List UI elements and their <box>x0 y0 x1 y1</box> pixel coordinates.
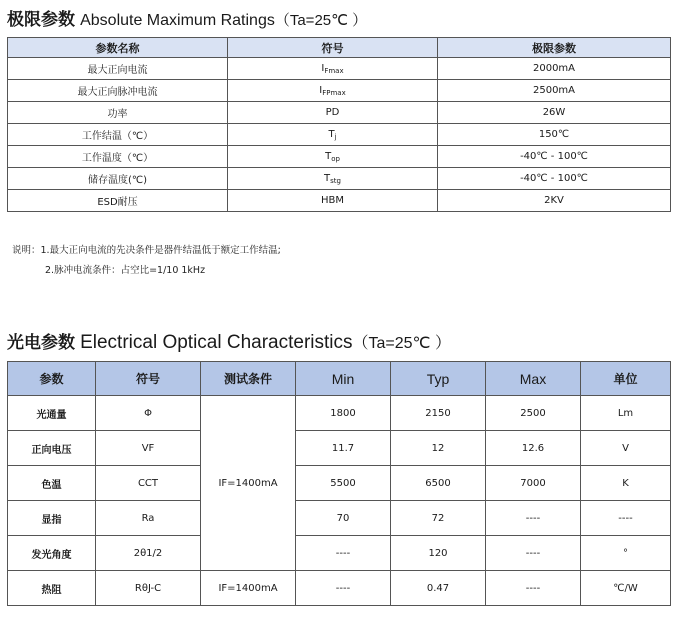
param-value: -40℃ - 100℃ <box>438 146 671 168</box>
param-name: 储存温度(℃) <box>8 168 228 190</box>
section1-title-en: Absolute Maximum Ratings <box>80 12 275 29</box>
unit: ℃/W <box>581 571 671 606</box>
section1-condition: （Ta=25℃ ） <box>274 12 368 29</box>
symbol-sub: Fmax <box>324 67 344 75</box>
symbol-main: T <box>324 173 331 184</box>
max-value: ---- <box>486 501 581 536</box>
header-param: 参数 <box>8 362 96 396</box>
table-row <box>8 58 671 80</box>
param-symbol: RθJ-C <box>96 571 201 606</box>
max-value: ---- <box>486 571 581 606</box>
typ-value: 72 <box>391 501 486 536</box>
param-name: 光通量 <box>8 396 96 431</box>
section2-title <box>7 328 451 354</box>
table-row <box>8 466 671 501</box>
note-2: 2.脉冲电流条件：占空比=1/10 1kHz <box>45 265 206 276</box>
symbol-sub: stg <box>330 177 341 185</box>
table-row <box>8 146 671 168</box>
unit: ° <box>581 536 671 571</box>
param-name: 工作结温（℃） <box>8 124 228 146</box>
param-value: -40℃ - 100℃ <box>438 168 671 190</box>
typ-value: 6500 <box>391 466 486 501</box>
symbol-main: T <box>325 151 332 162</box>
typ-value: 2150 <box>391 396 486 431</box>
unit: ---- <box>581 501 671 536</box>
param-symbol: CCT <box>96 466 201 501</box>
header-param-name: 参数名称 <box>8 38 228 58</box>
param-name: 工作温度（℃） <box>8 146 228 168</box>
section2-condition: （Ta=25℃ ） <box>352 335 451 352</box>
typ-value: 12 <box>391 431 486 466</box>
param-symbol <box>228 124 438 146</box>
header-limit: 极限参数 <box>438 38 671 58</box>
header-symbol: 符号 <box>228 38 438 58</box>
electrical-optical-table <box>7 361 671 606</box>
param-symbol <box>228 102 438 124</box>
table-row <box>8 536 671 571</box>
table-row <box>8 501 671 536</box>
min-value: ---- <box>296 536 391 571</box>
param-symbol <box>228 58 438 80</box>
param-value: 26W <box>438 102 671 124</box>
param-symbol <box>228 190 438 212</box>
max-value: 7000 <box>486 466 581 501</box>
param-symbol: Ra <box>96 501 201 536</box>
header-symbol: 符号 <box>96 362 201 396</box>
param-name: ESD耐压 <box>8 190 228 212</box>
typ-value: 0.47 <box>391 571 486 606</box>
header-test-condition: 测试条件 <box>201 362 296 396</box>
test-condition: IF=1400mA <box>201 396 296 571</box>
table-row <box>8 396 671 431</box>
test-condition: IF=1400mA <box>201 571 296 606</box>
param-value: 2000mA <box>438 58 671 80</box>
symbol-sub: FPmax <box>322 89 346 97</box>
table-row <box>8 571 671 606</box>
symbol-main: I <box>319 85 323 96</box>
table-row <box>8 190 671 212</box>
param-name: 发光角度 <box>8 536 96 571</box>
table-row <box>8 168 671 190</box>
param-name: 色温 <box>8 466 96 501</box>
table-header-row <box>8 38 671 58</box>
param-symbol <box>228 168 438 190</box>
symbol-main: T <box>328 129 335 140</box>
param-value: 150℃ <box>438 124 671 146</box>
symbol-sub: op <box>331 155 340 163</box>
section2-title-cn: 光电参数 <box>7 333 75 353</box>
param-value: 2500mA <box>438 80 671 102</box>
param-value: 2KV <box>438 190 671 212</box>
header-typ: Typ <box>391 362 486 396</box>
section1-title <box>7 5 367 30</box>
param-symbol: VF <box>96 431 201 466</box>
min-value: 5500 <box>296 466 391 501</box>
table-header-row <box>8 362 671 396</box>
param-name: 热阻 <box>8 571 96 606</box>
absolute-maximum-ratings-table <box>7 37 671 212</box>
section2-title-en: Electrical Optical Characteristics <box>80 332 353 353</box>
unit: K <box>581 466 671 501</box>
param-name: 功率 <box>8 102 228 124</box>
header-max: Max <box>486 362 581 396</box>
unit: V <box>581 431 671 466</box>
typ-value: 120 <box>391 536 486 571</box>
max-value: ---- <box>486 536 581 571</box>
header-min: Min <box>296 362 391 396</box>
min-value: 70 <box>296 501 391 536</box>
symbol-main: I <box>321 63 325 74</box>
min-value: ---- <box>296 571 391 606</box>
param-symbol: 2θ1/2 <box>96 536 201 571</box>
section1-title-cn: 极限参数 <box>7 10 75 30</box>
param-name: 最大正向脉冲电流 <box>8 80 228 102</box>
param-symbol <box>228 80 438 102</box>
min-value: 11.7 <box>296 431 391 466</box>
table-row <box>8 431 671 466</box>
param-name: 最大正向电流 <box>8 58 228 80</box>
symbol-sub: j <box>334 133 337 141</box>
param-symbol: Φ <box>96 396 201 431</box>
table-row <box>8 124 671 146</box>
param-name: 显指 <box>8 501 96 536</box>
min-value: 1800 <box>296 396 391 431</box>
unit: Lm <box>581 396 671 431</box>
max-value: 12.6 <box>486 431 581 466</box>
max-value: 2500 <box>486 396 581 431</box>
param-name: 正向电压 <box>8 431 96 466</box>
table-row <box>8 80 671 102</box>
param-symbol <box>228 146 438 168</box>
symbol-main: PD <box>325 107 340 118</box>
symbol-main: HBM <box>320 195 344 206</box>
table-row <box>8 102 671 124</box>
note-1: 说明：1.最大正向电流的先决条件是器件结温低于额定工作结温; <box>12 245 281 256</box>
header-unit: 单位 <box>581 362 671 396</box>
